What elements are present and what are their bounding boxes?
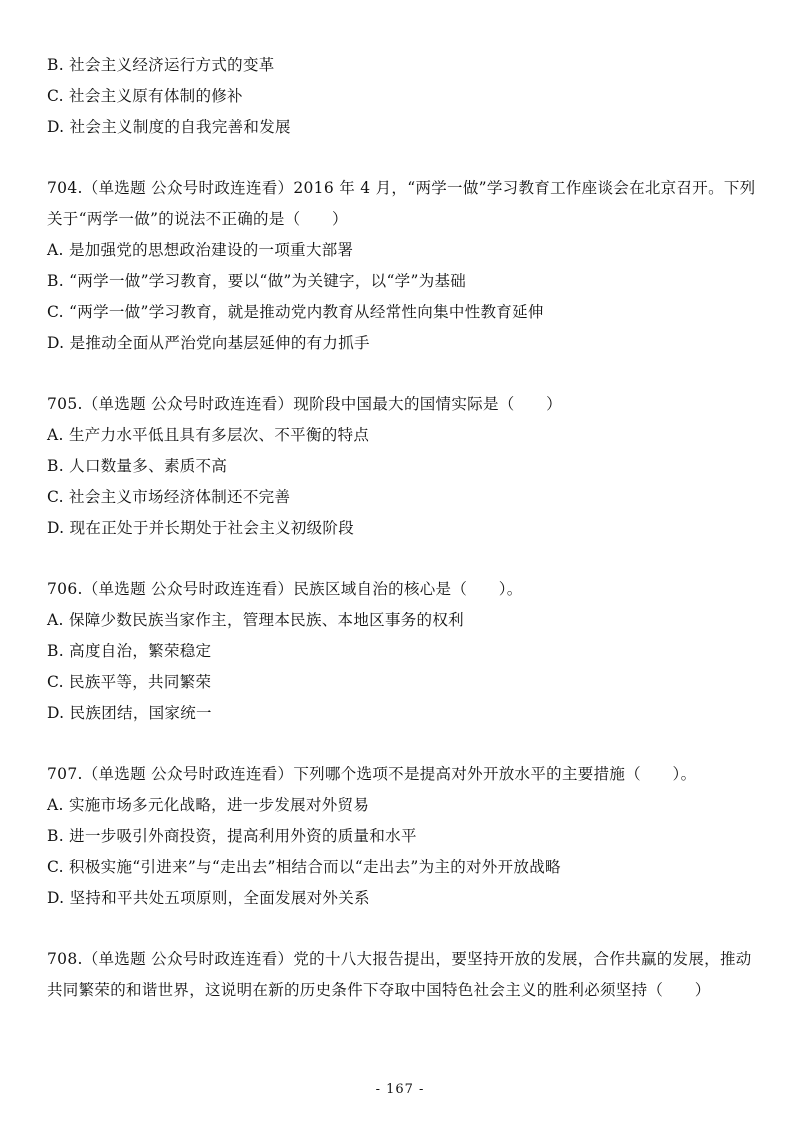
option-a: A. 保障少数民族当家作主，管理本民族、本地区事务的权利 <box>47 611 464 629</box>
question-stem: 706.（单选题 公众号时政连连看）民族区域自治的核心是（ ）。 <box>47 580 523 598</box>
question-708 <box>47 944 767 1006</box>
option-b: B. 社会主义经济运行方式的变革 <box>47 56 275 74</box>
option-b: B. “两学一做”学习教育，要以“做”为关键字，以“学”为基础 <box>47 272 467 290</box>
previous-question-options <box>47 50 767 143</box>
question-stem: 708.（单选题 公众号时政连连看）党的十八大报告提出，要坚持开放的发展，合作共赢的发展，推动共同繁荣的和谐世界，这说明在新的历史条件下夺取中国特色社会主义的胜利必须坚持（ ） <box>47 950 752 999</box>
question-stem: 704.（单选题 公众号时政连连看）2016 年 4 月，“两学一做”学习教育工作座谈会在北京召开。下列关于“两学一做”的说法不正确的是（ ） <box>47 179 756 228</box>
option-c: C. 社会主义原有体制的修补 <box>47 87 243 105</box>
option-d: D. 是推动全面从严治党向基层延伸的有力抓手 <box>47 334 370 352</box>
option-b: B. 高度自治，繁荣稳定 <box>47 642 212 660</box>
question-705 <box>47 389 767 544</box>
question-704 <box>47 173 767 359</box>
option-d: D. 民族团结，国家统一 <box>47 704 212 722</box>
option-d: D. 坚持和平共处五项原则，全面发展对外关系 <box>47 889 370 907</box>
option-c: C. 民族平等，共同繁荣 <box>47 673 212 691</box>
option-b: B. 人口数量多、素质不高 <box>47 457 228 475</box>
question-stem: 705.（单选题 公众号时政连连看）现阶段中国最大的国情实际是（ ） <box>47 395 562 413</box>
option-d: D. 现在正处于并长期处于社会主义初级阶段 <box>47 519 355 537</box>
document-page <box>47 50 767 1006</box>
option-c: C. “两学一做”学习教育，就是推动党内教育从经常性向集中性教育延伸 <box>47 303 544 321</box>
option-d: D. 社会主义制度的自我完善和发展 <box>47 118 291 136</box>
page-number: - 167 - <box>375 1082 425 1097</box>
question-stem: 707.（单选题 公众号时政连连看）下列哪个选项不是提高对外开放水平的主要措施（ ）。 <box>47 765 697 783</box>
option-c: C. 积极实施“引进来”与“走出去”相结合而以“走出去”为主的对外开放战略 <box>47 858 561 876</box>
option-c: C. 社会主义市场经济体制还不完善 <box>47 488 291 506</box>
option-b: B. 进一步吸引外商投资，提高利用外资的质量和水平 <box>47 827 417 845</box>
question-707 <box>47 759 767 914</box>
question-706 <box>47 574 767 729</box>
option-a: A. 实施市场多元化战略，进一步发展对外贸易 <box>47 796 370 814</box>
option-a: A. 是加强党的思想政治建设的一项重大部署 <box>47 241 354 259</box>
option-a: A. 生产力水平低且具有多层次、不平衡的特点 <box>47 426 370 444</box>
